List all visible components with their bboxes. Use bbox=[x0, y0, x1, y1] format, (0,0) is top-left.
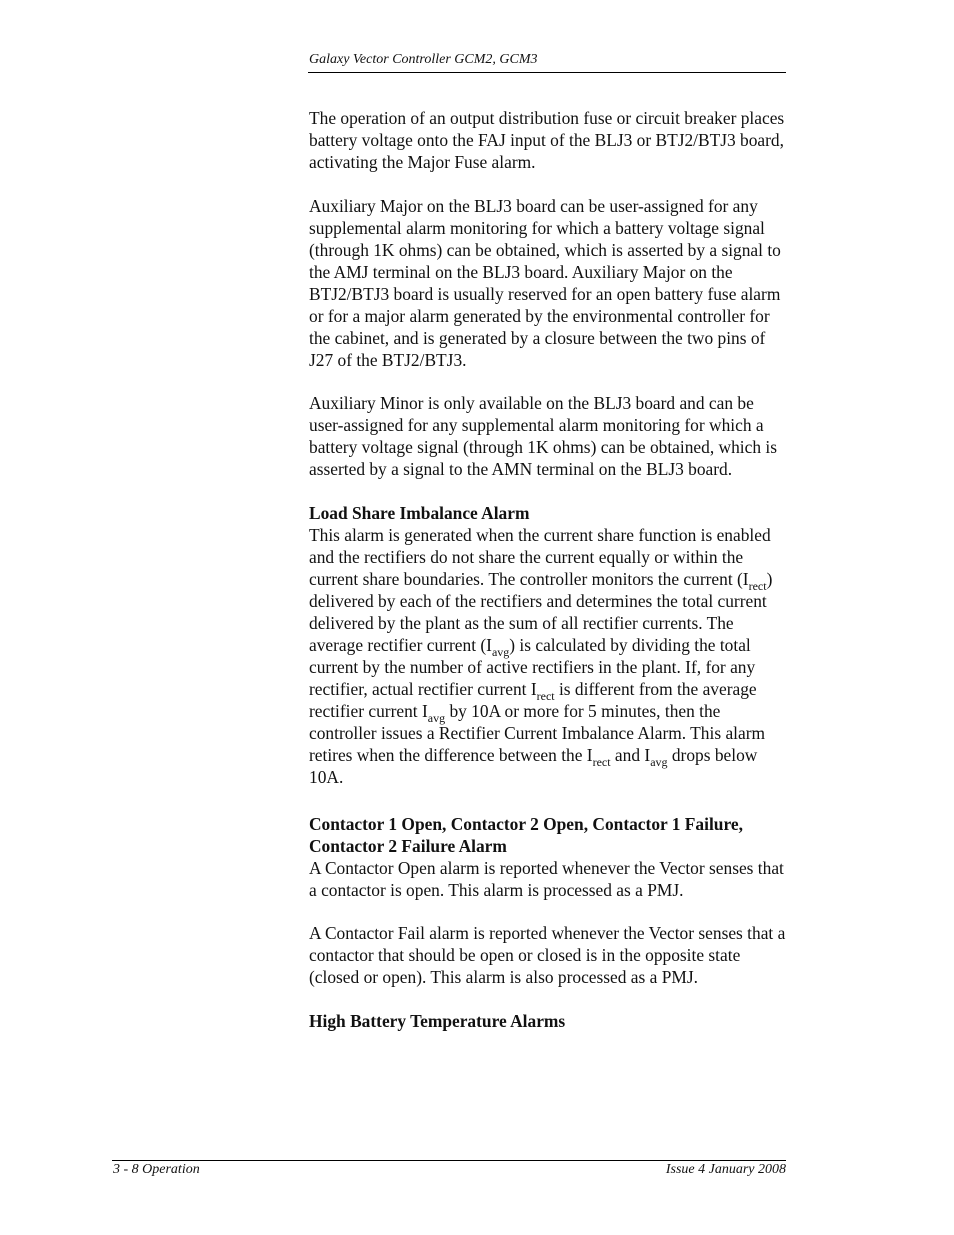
heading-load-share: Load Share Imbalance Alarm bbox=[309, 502, 530, 523]
load-share-text-6: and I bbox=[610, 744, 651, 765]
subscript-avg: avg bbox=[650, 754, 668, 769]
paragraph-auxiliary-minor: Auxiliary Minor is only available on the BLJ3 board and can be user-assigned for any supplemental alarm monitoring for which a battery voltage signal (through 1K ohms) can be obtained, which is asserted by a signal to the AMN terminal on the BLJ3 board. bbox=[309, 393, 777, 479]
paragraph-contactor-open: A Contactor Open alarm is reported whenever the Vector senses that a contactor is open. This alarm is processed as a PMJ. bbox=[309, 857, 784, 900]
subscript-rect: rect bbox=[592, 754, 611, 769]
load-share-text-2: ) delivered by each of the rectifiers and determines the total current delivered by the plant as the sum of all rectifier currents. The average rectifier current (I bbox=[309, 568, 773, 655]
subscript-avg: avg bbox=[491, 644, 510, 659]
load-share-text-7: drops below 10A. bbox=[309, 744, 758, 787]
paragraph-fuse-alarm: The operation of an output distribution fuse or circuit breaker places battery voltage onto the FAJ input of the BLJ3 or BTJ2/BTJ3 board, activating the Major Fuse alarm. bbox=[309, 108, 785, 172]
heading-high-battery-temperature: High Battery Temperature Alarms bbox=[309, 1010, 566, 1031]
page-body bbox=[309, 107, 789, 1053]
running-header: Galaxy Vector Controller GCM2, GCM3 bbox=[309, 52, 538, 67]
paragraph-contactor-fail: A Contactor Fail alarm is reported whenever the Vector senses that a contactor that should be open or closed is in the opposite state (closed or open). This alarm is also processed as a PMJ. bbox=[309, 923, 786, 987]
load-share-text-1: This alarm is generated when the current share function is enabled and the rectifiers do not share the current equally or within the current share boundaries. The controller monitors the current (I bbox=[309, 524, 771, 589]
footer-rule bbox=[112, 1160, 786, 1161]
subscript-rect: rect bbox=[536, 688, 555, 703]
header-rule bbox=[308, 72, 786, 73]
load-share-text-3: ) is calculated by dividing the total current by the number of active rectifiers in the plant. If, for any rectifier, actual rectifier current I bbox=[309, 634, 756, 699]
footer-issue-date: Issue 4 January 2008 bbox=[665, 1162, 786, 1177]
load-share-text-5: by 10A or more for 5 minutes, then the controller issues a Rectifier Current Imbalance Alarm. This alarm retires when the difference between the I bbox=[309, 700, 766, 765]
section-contactor bbox=[309, 813, 789, 901]
section-high-battery bbox=[309, 1010, 789, 1032]
heading-contactor-line-2: Contactor 2 Failure Alarm bbox=[309, 835, 507, 856]
footer-page-number: 3 - 8 Operation bbox=[113, 1162, 200, 1177]
load-share-text-4: is different from the average rectifier current I bbox=[309, 678, 757, 721]
paragraph-auxiliary-major: Auxiliary Major on the BLJ3 board can be user-assigned for any supplemental alarm monitoring for which a battery voltage signal (through 1K ohms) can be obtained, which is asserted by a signal to the AMJ terminal on the BLJ3 board. Auxiliary Major on the BTJ2/BTJ3 board is usually reserved for an open battery fuse alarm or for a major alarm generated by the environmental controller for the cabinet, and is generated by a closure between the two pins of J27 of the BTJ2/BTJ3. bbox=[309, 195, 781, 370]
subscript-avg: avg bbox=[427, 710, 446, 725]
subscript-rect: rect bbox=[748, 578, 767, 593]
section-load-share bbox=[309, 502, 789, 788]
heading-contactor-line-1: Contactor 1 Open, Contactor 2 Open, Contactor 1 Failure, bbox=[309, 813, 743, 834]
